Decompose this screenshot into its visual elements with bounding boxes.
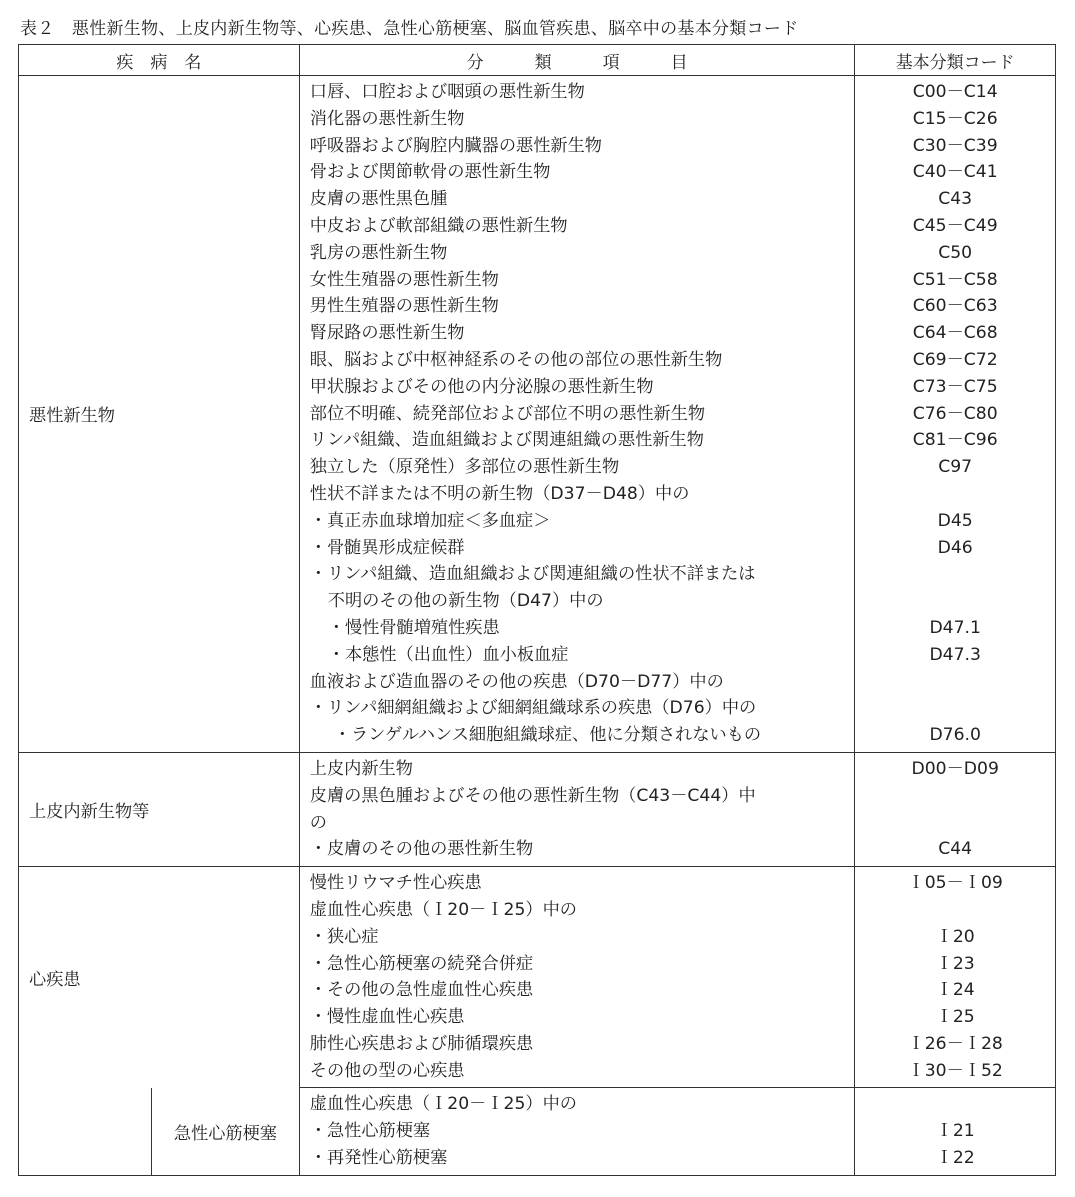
code-line: D76.0 bbox=[929, 725, 981, 746]
code-line: D46 bbox=[937, 537, 973, 558]
item-line: ・リンパ細網組織および細網組織球系の疾患（D76）中の bbox=[309, 698, 757, 719]
code-line: Ｉ20 bbox=[935, 926, 975, 947]
code-cell bbox=[855, 1088, 1056, 1175]
classification-table bbox=[18, 44, 1056, 1176]
item-line: 独立した（原発性）多部位の悪性新生物 bbox=[309, 457, 620, 478]
item-line: 女性生殖器の悪性新生物 bbox=[309, 269, 499, 290]
code-line bbox=[855, 783, 1055, 810]
item-line: 部位不明確、続発部位および部位不明の悪性新生物 bbox=[309, 403, 706, 424]
group-row-malignant bbox=[19, 76, 1056, 753]
code-line: Ｉ05－Ｉ09 bbox=[907, 873, 1003, 894]
code-line: C60－C63 bbox=[912, 296, 998, 317]
subcategory-spacer bbox=[19, 1088, 151, 1175]
group-row-acute-mi bbox=[19, 1088, 1056, 1175]
item-line: ・その他の急性虚血性心疾患 bbox=[309, 980, 534, 1001]
item-line: 慢性リウマチ性心疾患 bbox=[309, 873, 482, 894]
code-line: C64－C68 bbox=[912, 323, 998, 344]
subcategory-cell bbox=[19, 1088, 300, 1175]
item-line: 肺性心疾患および肺循環疾患 bbox=[309, 1033, 534, 1054]
code-line: Ｉ30－Ｉ52 bbox=[907, 1060, 1003, 1081]
code-line: C45－C49 bbox=[912, 215, 998, 236]
code-line: Ｉ24 bbox=[935, 980, 975, 1001]
item-line: ・本態性（出血性）血小板血症 bbox=[327, 644, 569, 665]
code-line: D47.3 bbox=[929, 644, 981, 665]
code-line: C43 bbox=[938, 189, 973, 210]
item-cell bbox=[299, 76, 855, 753]
code-cell bbox=[855, 76, 1056, 753]
item-cell bbox=[299, 752, 855, 866]
code-line: C69－C72 bbox=[912, 349, 998, 370]
group-row-heart-disease bbox=[19, 867, 1056, 1088]
code-line: Ｉ21 bbox=[935, 1121, 975, 1142]
item-line: 骨および関節軟骨の悪性新生物 bbox=[309, 162, 551, 183]
code-line bbox=[855, 897, 1055, 924]
item-line: 皮膚の悪性黒色腫 bbox=[309, 189, 448, 210]
item-line: ・慢性虚血性心疾患 bbox=[309, 1007, 465, 1028]
item-line: ・再発性心筋梗塞 bbox=[309, 1148, 448, 1169]
item-line: 男性生殖器の悪性新生物 bbox=[309, 296, 499, 317]
code-line bbox=[855, 669, 1055, 696]
code-line: C73－C75 bbox=[912, 376, 998, 397]
item-line: ・皮膚のその他の悪性新生物 bbox=[309, 839, 534, 860]
header-row bbox=[19, 45, 1056, 76]
code-line: C97 bbox=[938, 457, 973, 478]
code-line: Ｉ23 bbox=[935, 953, 975, 974]
item-line: 中皮および軟部組織の悪性新生物 bbox=[309, 215, 568, 236]
item-line: リンパ組織、造血組織および関連組織の悪性新生物 bbox=[309, 430, 704, 451]
item-line: その他の型の心疾患 bbox=[309, 1060, 465, 1081]
code-line: D00－D09 bbox=[911, 758, 999, 779]
item-line: 不明のその他の新生物（D47）中の bbox=[327, 591, 604, 612]
code-line: C44 bbox=[938, 839, 973, 860]
item-line: 乳房の悪性新生物 bbox=[309, 242, 448, 263]
item-line: 皮膚の黒色腫およびその他の悪性新生物（C43－C44）中 bbox=[309, 785, 756, 806]
header-disease: 疾 病 名 bbox=[19, 45, 300, 76]
code-line bbox=[855, 481, 1055, 508]
code-line: D45 bbox=[937, 510, 973, 531]
group-name: 急性心筋梗塞 bbox=[151, 1088, 299, 1175]
group-name: 悪性新生物 bbox=[19, 76, 300, 753]
code-cell bbox=[855, 867, 1056, 1088]
item-line: ・狭心症 bbox=[309, 926, 379, 947]
code-line bbox=[855, 1091, 1055, 1118]
item-cell bbox=[299, 1088, 855, 1175]
code-line: C15－C26 bbox=[912, 108, 998, 129]
code-line: Ｉ22 bbox=[935, 1148, 975, 1169]
code-line bbox=[855, 561, 1055, 588]
group-row-carcinoma-in-situ bbox=[19, 752, 1056, 866]
header-classification: 分 類 項 目 bbox=[299, 45, 855, 76]
item-line: 性状不詳または不明の新生物（D37－D48）中の bbox=[309, 483, 690, 504]
code-line bbox=[855, 810, 1055, 837]
item-line: 甲状腺およびその他の内分泌腺の悪性新生物 bbox=[309, 376, 654, 397]
code-line: C30－C39 bbox=[912, 135, 998, 156]
item-line: 上皮内新生物 bbox=[309, 758, 413, 779]
group-name: 上皮内新生物等 bbox=[19, 752, 300, 866]
item-line: ・真正赤血球増加症＜多血症＞ bbox=[309, 510, 551, 531]
code-line bbox=[855, 695, 1055, 722]
item-line: 虚血性心疾患（Ｉ20－Ｉ25）中の bbox=[309, 1094, 577, 1115]
item-line: 呼吸器および胸腔内臓器の悪性新生物 bbox=[309, 135, 602, 156]
item-line: ・急性心筋梗塞 bbox=[309, 1121, 431, 1142]
item-line: ・慢性骨髄増殖性疾患 bbox=[327, 617, 500, 638]
table-caption: 表２ 悪性新生物、上皮内新生物等、心疾患、急性心筋梗塞、脳血管疾患、脳卒中の基本分類コード bbox=[20, 19, 799, 39]
item-line: 血液および造血器のその他の疾患（D70－D77）中の bbox=[309, 671, 724, 692]
code-line bbox=[855, 588, 1055, 615]
code-line: C00－C14 bbox=[912, 82, 998, 102]
code-line: Ｉ25 bbox=[935, 1007, 975, 1028]
item-cell bbox=[299, 867, 855, 1088]
item-line: ・リンパ組織、造血組織および関連組織の性状不詳または bbox=[309, 564, 756, 585]
code-line: C40－C41 bbox=[912, 162, 998, 183]
item-line: ・急性心筋梗塞の続発合併症 bbox=[309, 953, 534, 974]
code-cell bbox=[855, 752, 1056, 866]
code-line: C50 bbox=[938, 242, 973, 263]
code-line: D47.1 bbox=[929, 617, 981, 638]
item-line: 虚血性心疾患（Ｉ20－Ｉ25）中の bbox=[309, 899, 577, 920]
item-line: ・ランゲルハンス細胞組織球症、他に分類されないもの bbox=[333, 725, 762, 746]
item-line: ・骨髄異形成症候群 bbox=[309, 537, 465, 558]
item-line: 腎尿路の悪性新生物 bbox=[309, 323, 465, 344]
code-line: C76－C80 bbox=[912, 403, 998, 424]
code-line: Ｉ26－Ｉ28 bbox=[907, 1033, 1003, 1054]
code-line: C51－C58 bbox=[912, 269, 998, 290]
item-line: の bbox=[309, 812, 327, 833]
item-line: 眼、脳および中枢神経系のその他の部位の悪性新生物 bbox=[309, 349, 723, 370]
header-code: 基本分類コード bbox=[855, 45, 1056, 76]
item-line: 口唇、口腔および咽頭の悪性新生物 bbox=[309, 82, 585, 102]
code-line: C81－C96 bbox=[912, 430, 998, 451]
item-line: 消化器の悪性新生物 bbox=[309, 108, 465, 129]
group-name: 心疾患 bbox=[19, 867, 300, 1088]
